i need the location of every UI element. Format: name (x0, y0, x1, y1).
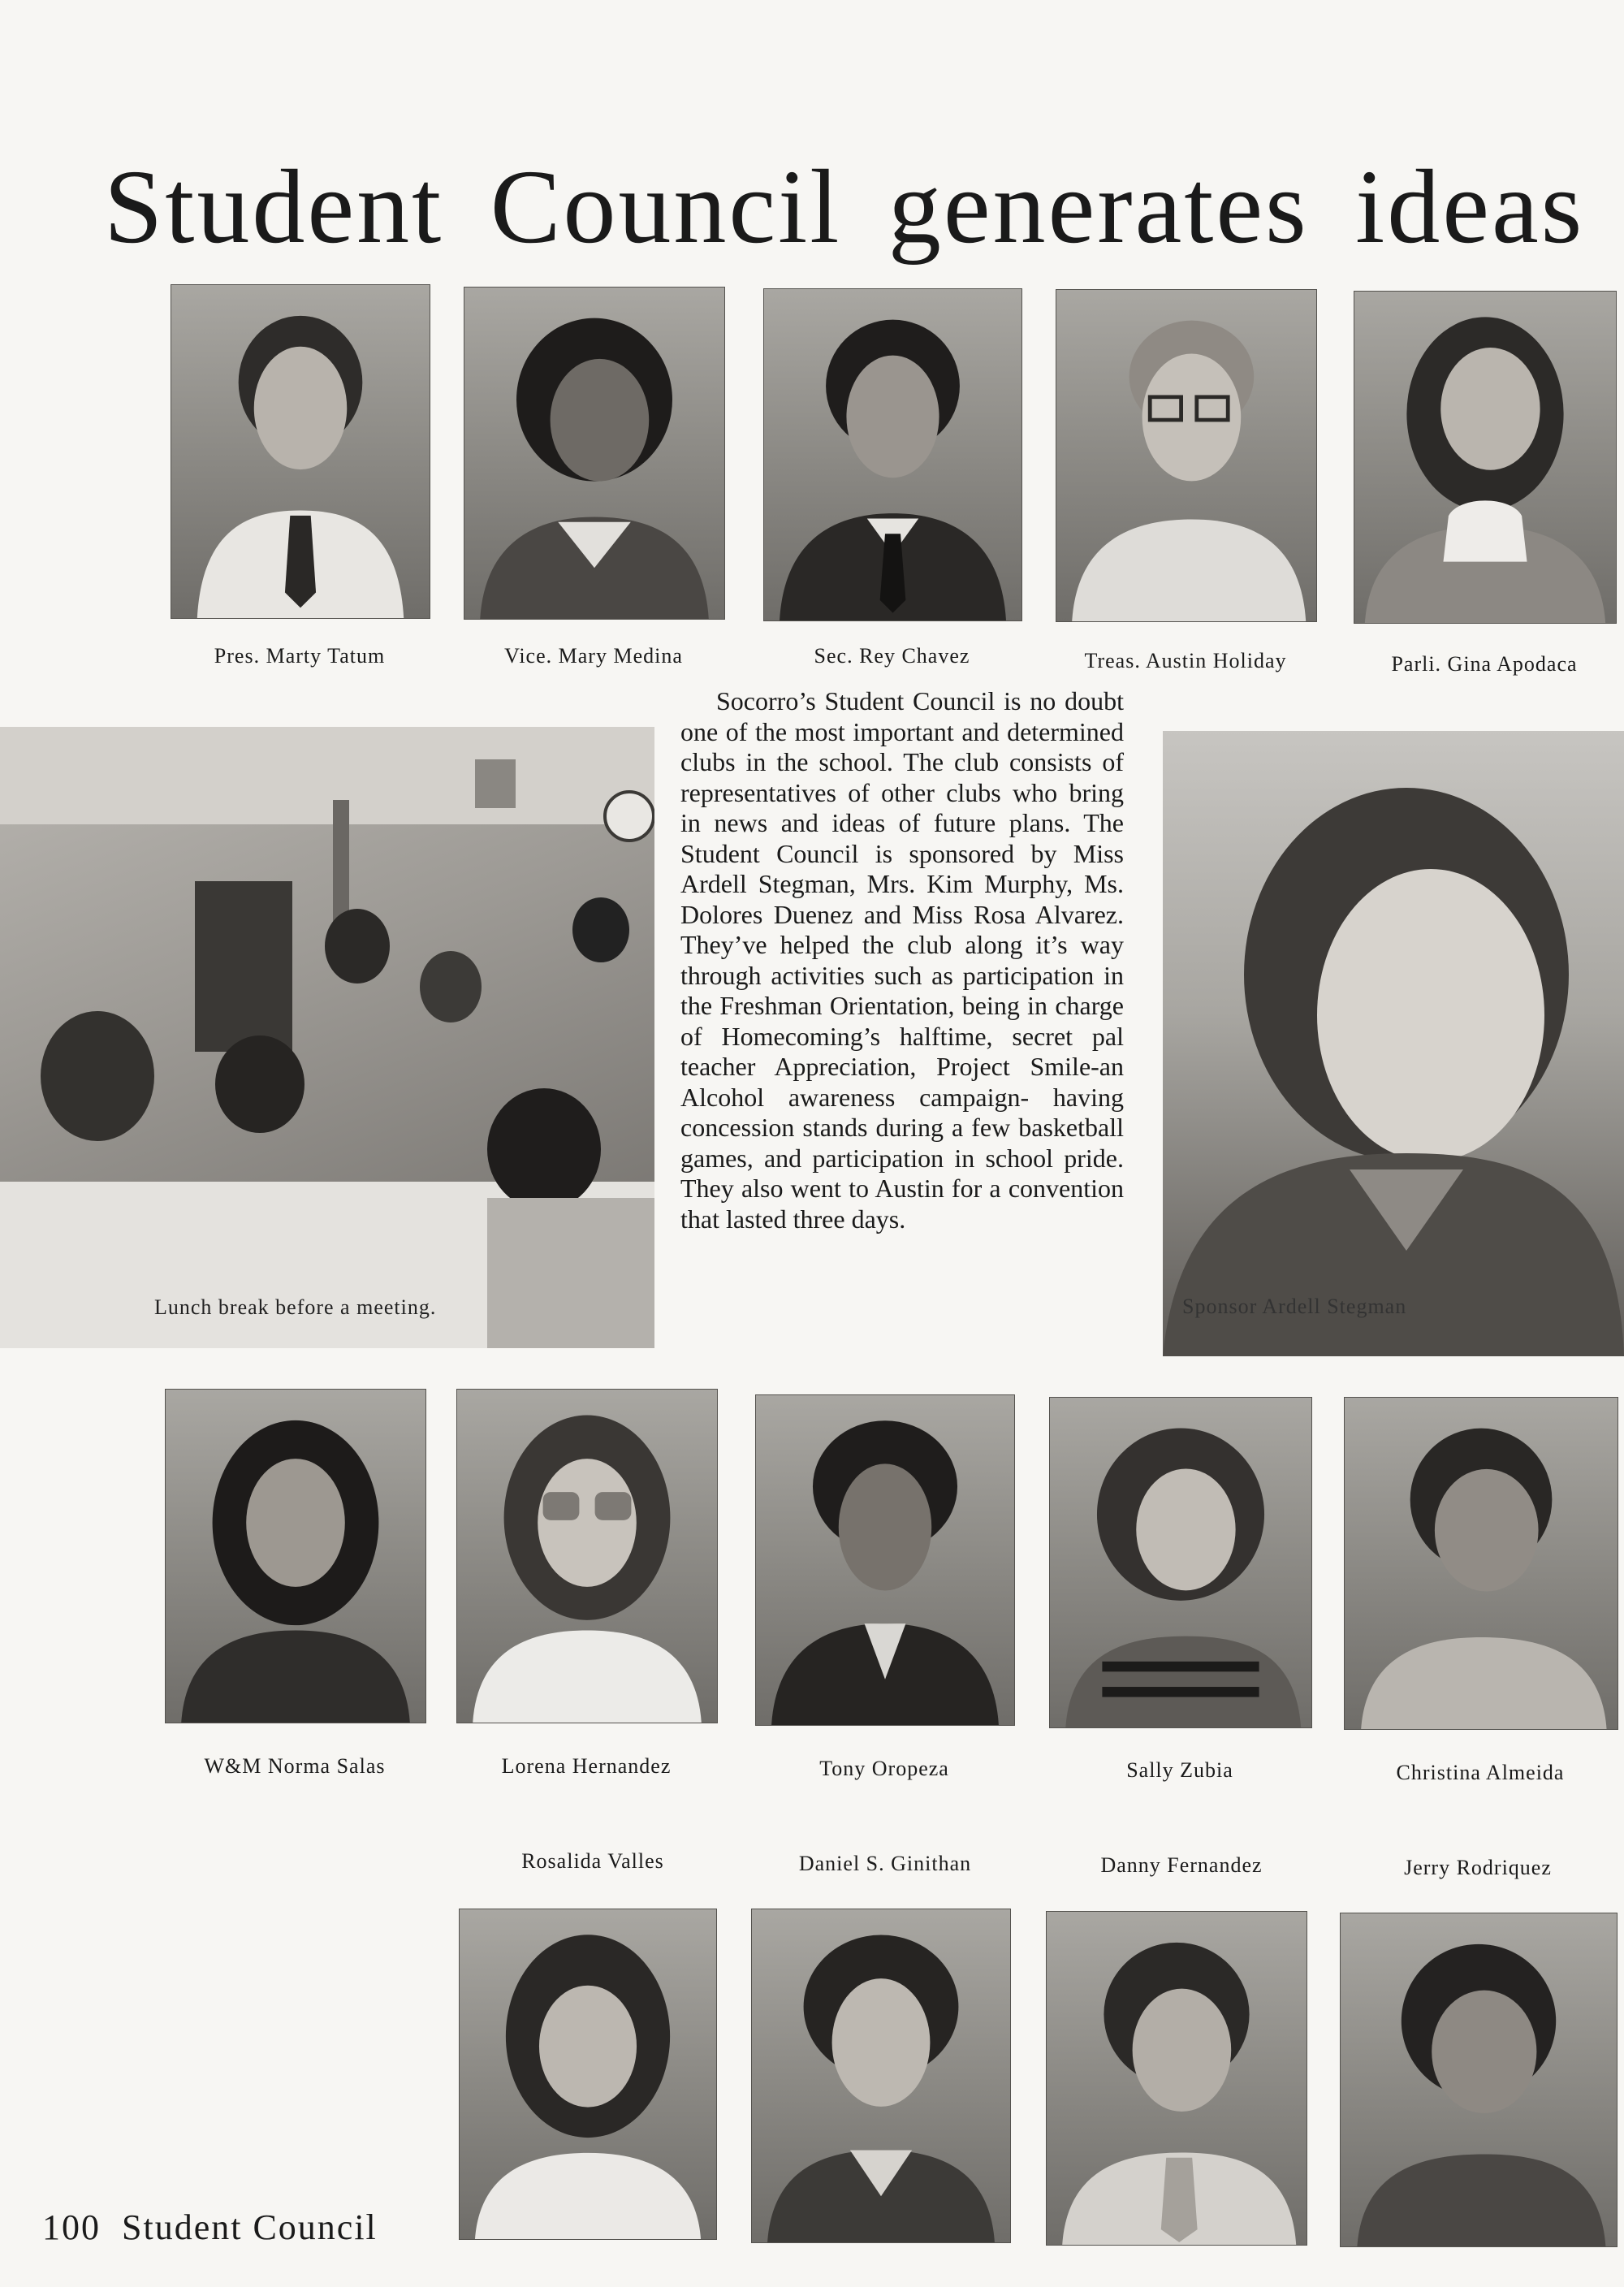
member-caption: Lorena Hernandez (501, 1754, 672, 1778)
group-photo (0, 727, 654, 1348)
portrait-photo (171, 284, 430, 619)
portrait-photo (751, 1909, 1011, 2243)
portrait-photo (755, 1394, 1015, 1726)
sponsor-photo (1163, 731, 1624, 1356)
officer-caption: Vice. Mary Medina (504, 644, 683, 668)
member-caption: Rosalida Valles (521, 1849, 664, 1873)
portrait-photo (165, 1389, 426, 1723)
section-name: Student Council (122, 2207, 378, 2247)
member-caption: Sally Zubia (1126, 1758, 1233, 1782)
portrait-photo (1049, 1397, 1312, 1728)
portrait-photo (459, 1909, 717, 2240)
portrait-photo (464, 287, 725, 620)
officer-caption: Pres. Marty Tatum (214, 644, 386, 668)
member-caption: W&M Norma Salas (204, 1754, 386, 1778)
portrait-photo (1344, 1397, 1618, 1730)
officer-caption: Sec. Rey Chavez (814, 644, 970, 668)
page-title: Student Council generates ideas (104, 149, 1585, 266)
sponsor-photo-caption: Sponsor Ardell Stegman (1182, 1295, 1407, 1318)
member-caption: Danny Fernandez (1100, 1853, 1263, 1877)
member-caption: Christina Almeida (1396, 1761, 1565, 1784)
portrait-photo (456, 1389, 718, 1723)
page-footer (42, 2207, 378, 2248)
portrait-photo (1354, 291, 1617, 624)
portrait-photo (1340, 1913, 1618, 2247)
officer-caption: Parli. Gina Apodaca (1391, 652, 1578, 676)
page-number: 100 (42, 2207, 101, 2247)
portrait-photo (1046, 1911, 1307, 2246)
member-caption: Daniel S. Ginithan (798, 1852, 972, 1875)
portrait-photo (1056, 289, 1317, 622)
group-photo-caption: Lunch break before a meeting. (154, 1295, 437, 1319)
article-body: Socorro’s Student Council is no doubt one of the most important and determined clubs in the school. The club consists of representatives of other clubs who bring in news and ideas of future plans. The Student Council is sponsored by Miss Ardell Stegman, Mrs. Kim Murphy, Ms. Dolores Duenez and Miss Rosa Alvarez. They’ve helped the club along it’s way through activities such as participation in the Freshman Orientation, being in charge of Homecoming’s halftime, secret pal teacher Appreciation, Project Smile-an Alcohol awareness campaign- having concession stands during a few basketball games, and participation in school pride. They also went to Austin for a convention that lasted three days. (680, 686, 1124, 1234)
officer-caption: Treas. Austin Holiday (1084, 649, 1287, 672)
member-caption: Jerry Rodriquez (1404, 1856, 1552, 1879)
portrait-photo (763, 288, 1022, 621)
member-caption: Tony Oropeza (819, 1757, 949, 1780)
